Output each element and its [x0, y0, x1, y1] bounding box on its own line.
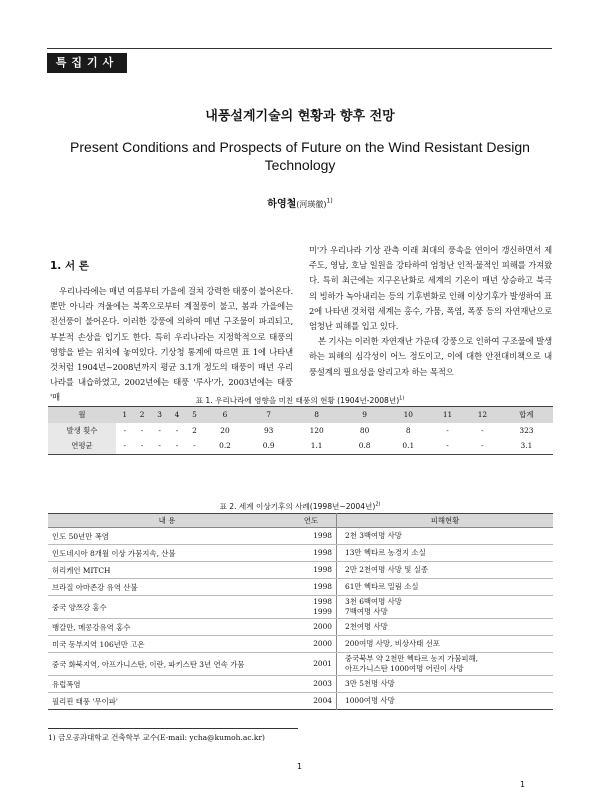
table-cell: 8	[290, 407, 342, 423]
table-row	[48, 579, 553, 596]
event-cell: 중국 양쯔강 홍수	[48, 596, 286, 619]
damage-value: 아프가니스탄 1000여명 어린이 사망	[345, 664, 464, 673]
footnote: 1) 금오공과대학교 건축학부 교수(E-mail: ycha@kumoh.ac.kr)	[48, 733, 265, 742]
table-cell: 10	[386, 407, 430, 423]
table-row	[48, 528, 553, 545]
table2-caption-mark: 2)	[375, 501, 381, 508]
year-value: 2000	[313, 639, 332, 648]
damage-value: 2천 3백여명 사망	[345, 531, 402, 540]
damage-value: 3천 6백여명 사망	[345, 597, 402, 606]
author-footnote-mark: 1)	[326, 197, 333, 205]
table-cell: 9	[343, 407, 387, 423]
year-value: 2004	[313, 696, 332, 705]
author	[0, 195, 600, 210]
right-column	[309, 243, 552, 380]
table2-caption	[0, 501, 600, 512]
table-row	[48, 562, 553, 579]
typhoon-table	[48, 406, 553, 455]
table-cell: 120	[309, 425, 324, 435]
damage-value: 13만 헥타르 농경지 소실	[345, 548, 426, 557]
column-header: 피해현황	[337, 514, 554, 528]
damage-cell	[337, 619, 554, 636]
page-number-right: 1	[520, 780, 526, 789]
table-cell: -	[158, 425, 161, 435]
table-cell: 8	[405, 425, 411, 435]
table-cell: 4	[168, 407, 185, 423]
damage-cell	[337, 693, 554, 710]
table-cell: 5	[186, 407, 203, 423]
table-cell: -	[446, 441, 449, 451]
year-value: 2001	[313, 659, 332, 668]
table1-caption-text: 표 1. 우리나라에 영향을 미친 태풍의 현황 (1904년-2008년)	[195, 396, 400, 405]
table-cell: 11	[430, 407, 465, 423]
left-column	[50, 284, 293, 406]
row-label: 발생 횟수	[48, 423, 116, 439]
table-cell: 3.1	[520, 441, 533, 451]
paragraph: 미'가 우리나라 기상 관측 이래 최대의 풍속을 연이어 갱신하면서 제주도, 영남, 호남 일원을 강타하여 엄청난 인적·물적인 피해를 가져왔다. 특히 최근에는 지구온난화로 세계의 기온이 매년 상승하고 북극의 빙하가 녹아내리는 등의 기후변화로 인해 이상기후가 발생하여 표 2에 나타낸 것처럼 세계는 홍수, 가뭄, 폭염, 폭풍 등의 자연재난으로 엄청난 피해를 입고 있다.	[309, 245, 552, 332]
row-label: 월	[48, 407, 116, 423]
damage-value: 1000여명 사망	[345, 696, 395, 705]
table-row	[48, 619, 553, 636]
table-cell: 80	[359, 425, 370, 435]
table1-caption	[0, 395, 600, 406]
table-cell: -	[481, 441, 484, 451]
table-header-row	[48, 514, 553, 528]
damage-cell	[337, 676, 554, 693]
table1-caption-mark: 1)	[399, 395, 405, 402]
event-cell: 미국 동부지역 106년만 고온	[48, 636, 286, 653]
table-row	[48, 545, 553, 562]
event-cell: 중국 화북지역, 아프가니스탄, 이란, 파키스탄 3년 연속 가뭄	[48, 653, 286, 676]
event-cell: 허리케인 MITCH	[48, 562, 286, 579]
damage-cell	[337, 528, 554, 545]
year-cell	[286, 636, 337, 653]
table2-caption-text: 표 2. 세계 이상기후의 사례(1998년~2004년)	[219, 502, 376, 511]
table-cell: 93	[263, 425, 274, 435]
event-cell: 브라질 아마존강 유역 산불	[48, 579, 286, 596]
damage-cell	[337, 653, 554, 676]
table-cell: 1	[116, 407, 133, 423]
table-cell: 2	[192, 425, 197, 435]
table-row	[48, 653, 553, 676]
table-cell: -	[175, 425, 179, 435]
year-value: 2000	[313, 622, 332, 631]
year-value: 1999	[313, 607, 332, 616]
title-english: Present Conditions and Prospects of Future on the Wind Resistant Design Technology	[70, 139, 530, 173]
row-label: 연평균	[48, 438, 116, 454]
table-cell: 0.1	[402, 441, 415, 451]
table-cell: -	[140, 425, 144, 435]
year-cell	[286, 528, 337, 545]
damage-cell	[337, 545, 554, 562]
section-tag: 특집기사	[47, 53, 127, 73]
table-cell: -	[123, 441, 126, 451]
table-cell: 20	[220, 425, 230, 435]
year-cell	[286, 579, 337, 596]
table-cell: -	[140, 441, 144, 451]
footnote-rule	[48, 728, 298, 729]
damage-value: 7백여명 사망	[345, 607, 388, 616]
year-value: 1998	[313, 548, 332, 557]
damage-value: 2천여명 사망	[345, 622, 388, 631]
paragraph: 우리나라에는 매년 여름부터 가을에 걸쳐 강력한 태풍이 불어온다. 뿐만 아니라 겨울에는 북쪽으로부터 계절풍이 불고, 봄과 가을에는 전선풍이 불어온다. 이러한 강풍에 의하여 매년 구조물이 파괴되고, 부분적 손상을 입기도 한다. 특히 우리나라는 지정학적으로 태풍의 영향을 받는 위치에 놓여있다. 기상청 통계에 따르면 표 1에 나타낸 것처럼 1904년~2008년까지 평균 3.1개 정도의 태풍이 매년 우리나라를 내습하였고, 2002년에는 태풍 '루사'가, 2003년에는 태풍 '매	[50, 286, 294, 403]
year-cell	[286, 562, 337, 579]
table-cell: 7	[247, 407, 291, 423]
year-value: 2003	[313, 679, 332, 688]
table-cell: -	[193, 441, 196, 451]
event-cell: 유럽폭염	[48, 676, 286, 693]
table-cell: -	[446, 425, 449, 435]
event-cell: 인도 50년만 폭염	[48, 528, 286, 545]
damage-value: 3만 5천명 사망	[345, 679, 395, 688]
table-cell: -	[481, 425, 484, 435]
table-row	[48, 693, 553, 710]
year-value: 1998	[313, 582, 332, 591]
event-cell: 필리핀 태풍 '무이파'	[52, 696, 118, 706]
year-cell	[286, 676, 337, 693]
abnormal-climate-table	[48, 513, 553, 710]
table-cell: 0.2	[219, 441, 231, 451]
year-value: 1998	[313, 565, 332, 574]
table-cell: -	[158, 441, 161, 451]
table-row	[48, 423, 553, 439]
column-header: 연도	[286, 514, 337, 528]
table-cell: -	[123, 425, 126, 435]
event-cell: 뱅갈만, 메콩강유역 홍수	[48, 619, 286, 636]
top-rule	[47, 48, 552, 49]
damage-cell	[337, 562, 554, 579]
year-cell	[286, 693, 337, 710]
column-header: 내 용	[48, 514, 286, 528]
year-cell	[286, 619, 337, 636]
damage-value: 중국북부 약 2천만 헥타르 농지 가뭄피해,	[345, 654, 479, 663]
year-cell	[286, 545, 337, 562]
event-cell: 인도네시아 8개월 이상 가뭄지속, 산불	[48, 545, 286, 562]
table-cell: 2	[133, 407, 150, 423]
table-header-row	[48, 407, 553, 423]
year-value: 1998	[313, 531, 332, 540]
paragraph: 본 기사는 이러한 자연재난 가운데 강풍으로 인하여 구조물에 발생하는 피해의 심각성이 어느 정도이고, 이에 대한 안전대비책으로 내풍설계의 필요성을 알리고자 하는 목적으	[309, 336, 553, 377]
title-korean: 내풍설계기술의 현황과 향후 전망	[205, 109, 395, 124]
table-cell: 0.9	[262, 441, 275, 451]
table-row	[48, 596, 553, 619]
year-value: 1998	[313, 597, 332, 606]
table-cell: 3	[151, 407, 168, 423]
year-cell	[286, 596, 337, 619]
damage-value: 61만 헥타르 밀림 소실	[345, 582, 419, 591]
table-cell: 12	[465, 407, 500, 423]
year-cell	[286, 653, 337, 676]
table-cell: -	[175, 441, 179, 451]
table-cell: 1.1	[310, 441, 323, 451]
table-cell: 323	[519, 425, 534, 435]
damage-cell	[337, 579, 554, 596]
table-row	[48, 676, 553, 693]
table-row	[48, 636, 553, 653]
damage-cell	[337, 596, 554, 619]
author-name: 하영철	[267, 199, 297, 210]
author-hanja: (河瑛徹)	[296, 200, 327, 209]
page-number-center: 1	[297, 762, 303, 771]
damage-value: 200여명 사망, 비상사태 선포	[345, 639, 440, 648]
section-heading-introduction: 1. 서 론	[50, 260, 89, 272]
table-cell: 6	[203, 407, 247, 423]
damage-cell	[337, 636, 554, 653]
table-cell: 0.8	[358, 441, 371, 451]
damage-value: 2만 2천여명 사망 및 실종	[345, 565, 429, 574]
table-cell: 합계	[500, 407, 553, 423]
table-row	[48, 438, 553, 454]
